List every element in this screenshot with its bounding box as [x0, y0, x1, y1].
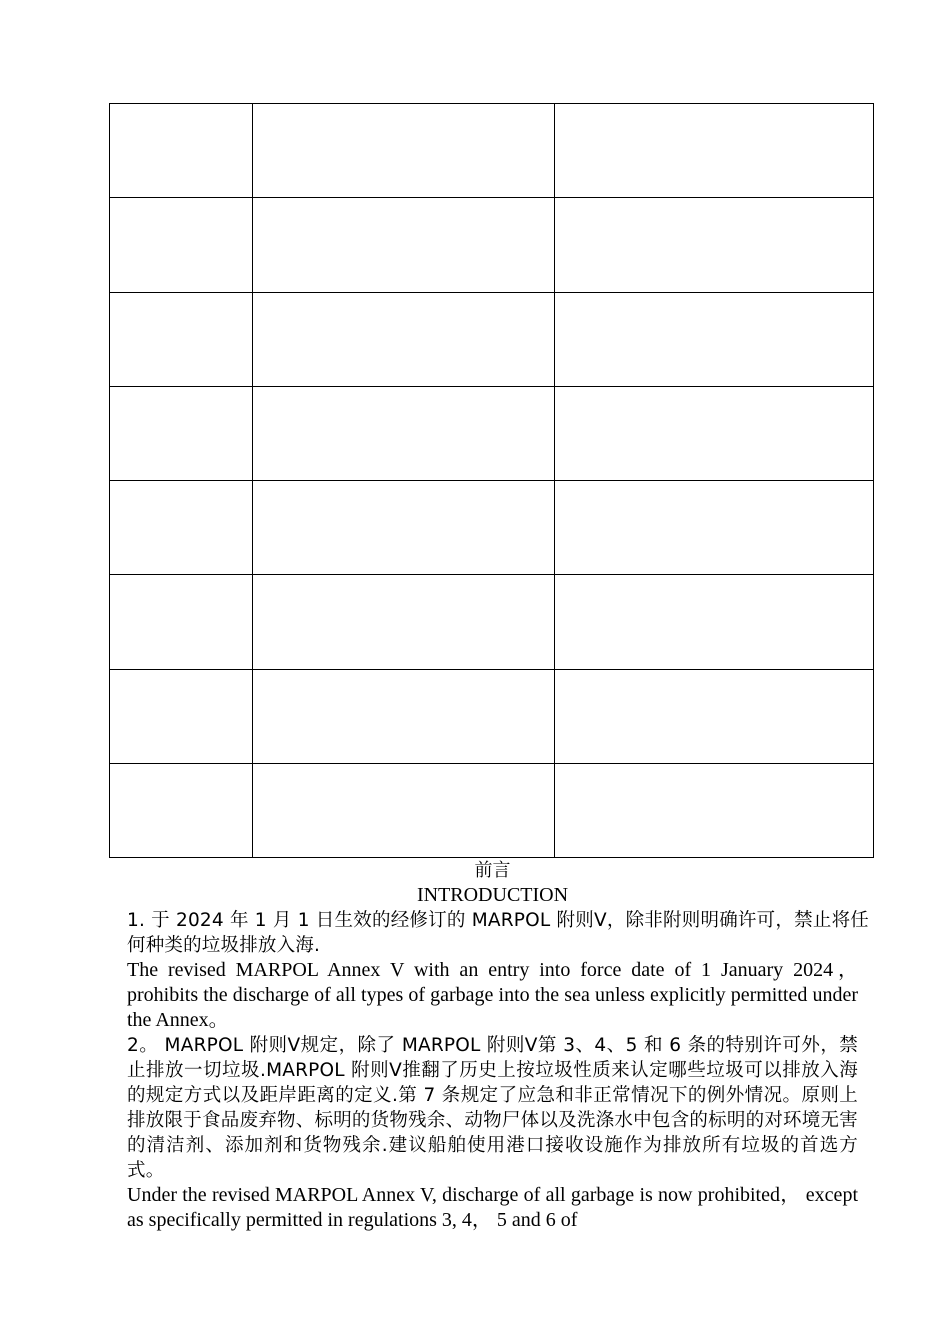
heading-chinese: 前言 [474, 860, 511, 881]
paragraph-1-chinese: 1. 于 2024 年 1 月 1 日生效的经修订的 MARPOL 附则Ⅴ，除非附则明确许可，禁止将任何种类的垃圾排放入海. [127, 910, 869, 956]
table-cell [253, 104, 554, 198]
table-cell [554, 386, 873, 480]
table-cell [253, 292, 554, 386]
table-row [110, 292, 874, 386]
table-row [110, 481, 874, 575]
table-cell [253, 481, 554, 575]
table-cell [110, 104, 253, 198]
table-cell [110, 386, 253, 480]
table-row [110, 198, 874, 292]
table-row [110, 763, 874, 857]
table-row [110, 104, 874, 198]
table-cell [253, 386, 554, 480]
paragraph-2-chinese: 2。 MARPOL 附则Ⅴ规定，除了 MARPOL 附则Ⅴ第 3、4、5 和 6 条的特别许可外，禁止排放一切垃圾.MARPOL 附则Ⅴ推翻了历史上按垃圾性质来认定哪些垃圾可以排放入海的规定方式以及距岸距离的定义.第 7 条规定了应急和非正常情况下的例外情况。原则上排放限于食品废弃物、标明的货物残余、动物尸体以及洗涤水中包含的标明的对环境无害的清洁剂、添加剂和货物残余.建议船舶使用港口接收设施作为排放所有垃圾的首选方式。 [127, 1035, 858, 1181]
table-row [110, 575, 874, 669]
paragraph-2-english: Under the revised MARPOL Annex V, discharge of all garbage is now prohibited， except as specifically permitted in regulations 3, 4， 5 and 6 of [127, 1184, 858, 1231]
grid-table-body [110, 104, 874, 858]
table-cell [554, 763, 873, 857]
table-cell [253, 198, 554, 292]
table-cell [110, 669, 253, 763]
table-cell [110, 198, 253, 292]
table-cell [253, 763, 554, 857]
paragraph-1-english: The revised MARPOL Annex V with an entry into force date of 1 January 2024， prohibits the discharge of all types of garbage into the sea unless explicitly permitted under the Annex。 [127, 959, 858, 1031]
table-cell [253, 575, 554, 669]
table-cell [253, 669, 554, 763]
table-cell [554, 669, 873, 763]
table-cell [554, 292, 873, 386]
empty-grid-table [109, 103, 874, 858]
table-cell [110, 292, 253, 386]
table-cell [110, 763, 253, 857]
table-cell [554, 575, 873, 669]
heading-english: INTRODUCTION [416, 884, 569, 906]
table-cell [554, 481, 873, 575]
table-cell [554, 104, 873, 198]
table-row [110, 669, 874, 763]
table-cell [110, 575, 253, 669]
table-cell [554, 198, 873, 292]
table-cell [110, 481, 253, 575]
table-row [110, 386, 874, 480]
